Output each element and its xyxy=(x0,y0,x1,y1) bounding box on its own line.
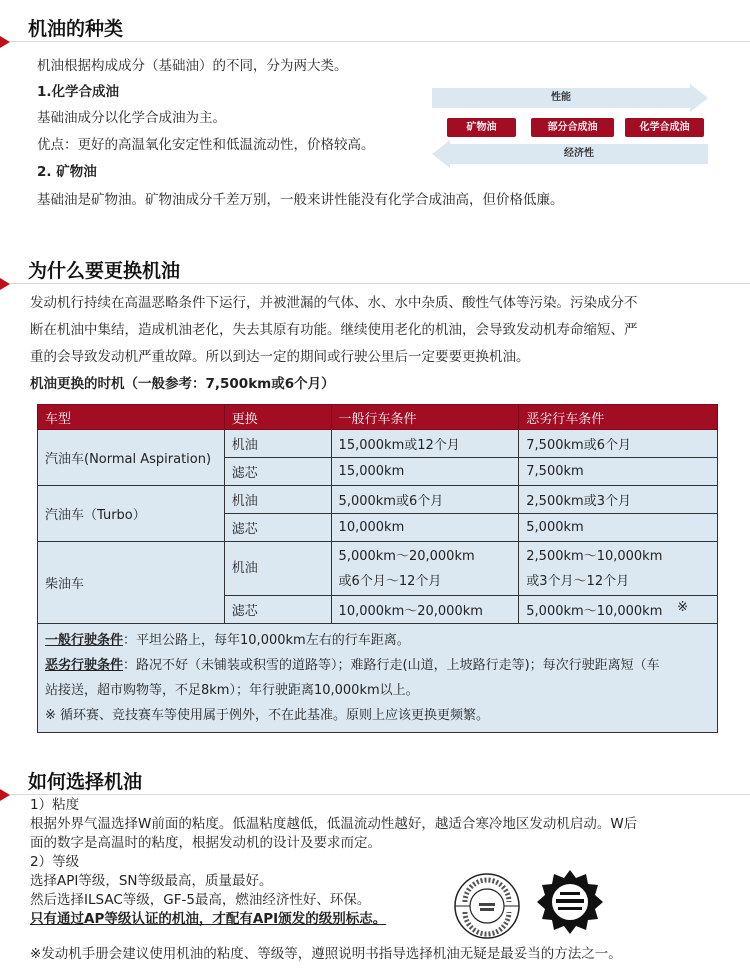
api-service-symbol-icon xyxy=(453,872,521,940)
table-notes-row xyxy=(38,624,718,733)
item-filter: 滤芯 xyxy=(224,458,331,486)
intro-text: 机油根据构成成分（基础油）的不同，分为两大类。 xyxy=(37,58,348,74)
cell-severe: 7,500km xyxy=(519,458,718,486)
oil-change-table xyxy=(37,404,718,733)
cell-line: 5,000km～20,000km xyxy=(338,548,475,564)
table-notes xyxy=(38,624,718,733)
subheading-mineral: 2. 矿物油 xyxy=(37,164,97,180)
change-timing-heading: 机油更换的时机（一般参考：7,500km或6个月） xyxy=(30,376,335,392)
why-para-line2: 断在机油中集结，造成机油老化，失去其原有功能。继续使用老化的机油，会导致发动机寿命缩短、严 xyxy=(30,322,638,338)
section-marker xyxy=(0,789,10,801)
note-mark: ※ xyxy=(677,600,688,615)
cell-severe xyxy=(519,542,718,596)
cell-normal: 10,000km xyxy=(331,514,519,542)
economy-arrow: 经济性 xyxy=(450,144,708,164)
pill-mineral: 矿物油 xyxy=(447,118,516,137)
note-severe-cont: 站接送，超市购物等，不足8km）；年行驶距离10,000km以上。 xyxy=(45,683,419,698)
item-filter: 滤芯 xyxy=(224,596,331,624)
grade-line1: 选择API等级，SN等级最高，质量最好。 xyxy=(30,873,273,889)
vehicle-gas-turbo: 汽油车（Turbo） xyxy=(38,486,225,542)
cell-severe: 5,000km xyxy=(519,514,718,542)
footnote: ※发动机手册会建议使用机油的粘度、等级等，遵照说明书指导选择机油无疑是最妥当的方法之一。 xyxy=(30,946,622,962)
note-severe xyxy=(45,653,710,678)
grade-line3: 只有通过AP等级认证的机油，才配有API颁发的级别标志。 xyxy=(30,911,387,927)
note-severe-label: 恶劣行驶条件 xyxy=(45,658,124,673)
section-marker xyxy=(0,278,10,290)
note-normal-label: 一般行驶条件 xyxy=(45,633,124,648)
note-severe-text: ：路况不好（未铺装或积雪的道路等）；难路行走(山道，上坡路行走等)；每次行驶距离短（车 xyxy=(123,658,660,673)
note-normal-text: ：平坦公路上，每年10,000km左右的行车距离。 xyxy=(123,633,410,648)
table-row xyxy=(38,430,718,458)
cell-severe xyxy=(519,596,718,624)
section-title: 为什么要更换机油 xyxy=(28,260,181,282)
api-certification-mark-icon xyxy=(535,868,605,940)
header-change: 更换 xyxy=(224,405,331,430)
cell-severe: 2,500km或3个月 xyxy=(519,486,718,514)
note-exception: ※ 循环赛、竞技赛车等使用属于例外，不在此基准。原则上应该更换更频繁。 xyxy=(45,708,490,723)
header-vehicle: 车型 xyxy=(38,405,225,430)
item-filter: 滤芯 xyxy=(224,514,331,542)
table-row xyxy=(38,486,718,514)
cell-line: 或3个月～12个月 xyxy=(526,573,630,589)
vehicle-gas-na: 汽油车(Normal Aspiration) xyxy=(38,430,225,486)
why-para-line1: 发动机行持续在高温恶略条件下运行，并被泄漏的气体、水、水中杂质、酸性气体等污染。污染成分不 xyxy=(30,295,638,311)
note-normal xyxy=(45,628,710,653)
synthetic-advantages: 优点：更好的高温氧化安定性和低温流动性，价格较高。 xyxy=(37,137,375,153)
table-row xyxy=(38,542,718,596)
item-oil: 机油 xyxy=(224,542,331,596)
viscosity-line1: 根据外界气温选择W前面的粘度。低温粘度越低，低温流动性越好，越适合寒冷地区发动机启动。W后 xyxy=(30,816,638,832)
pill-synthetic: 化学合成油 xyxy=(625,118,704,137)
cell-normal: 15,000km或12个月 xyxy=(331,430,519,458)
vehicle-diesel: 柴油车 xyxy=(38,542,225,624)
viscosity-heading: 1）粘度 xyxy=(30,797,80,813)
grade-line2: 然后选择ILSAC等级，GF-5最高，燃油经济性好、环保。 xyxy=(30,892,371,908)
section-title: 如何选择机油 xyxy=(28,771,143,793)
cell-normal: 10,000km～20,000km xyxy=(331,596,519,624)
why-para-line3: 重的会导致发动机严重故障。所以到达一定的期间或行驶公里后一定要要更换机油。 xyxy=(30,349,530,365)
cell-normal: 15,000km xyxy=(331,458,519,486)
grade-heading: 2）等级 xyxy=(30,854,80,870)
cell-line: 2,500km～10,000km xyxy=(526,548,663,564)
cell-value: 5,000km～10,000km xyxy=(526,604,663,619)
divider xyxy=(10,283,750,284)
cell-normal xyxy=(331,542,519,596)
section-title: 机油的种类 xyxy=(28,18,124,40)
viscosity-line2: 面的数字是高温时的粘度，根据发动机的设计及要求而定。 xyxy=(30,835,381,851)
cell-severe: 7,500km或6个月 xyxy=(519,430,718,458)
mineral-desc: 基础油是矿物油。矿物油成分千差万别，一般来讲性能没有化学合成油高，但价格低廉。 xyxy=(37,192,564,208)
cell-normal: 5,000km或6个月 xyxy=(331,486,519,514)
cell-line: 或6个月～12个月 xyxy=(338,573,442,589)
section-marker xyxy=(0,36,10,48)
oil-type-diagram xyxy=(432,88,708,166)
performance-arrow: 性能 xyxy=(432,88,690,108)
item-oil: 机油 xyxy=(224,486,331,514)
divider xyxy=(10,41,750,42)
synthetic-desc: 基础油成分以化学合成油为主。 xyxy=(37,110,226,126)
pill-semi-synthetic: 部分合成油 xyxy=(531,118,614,137)
table-header-row xyxy=(38,405,718,430)
subheading-synthetic: 1.化学合成油 xyxy=(37,84,120,100)
header-normal: 一般行车条件 xyxy=(331,405,519,430)
header-severe: 恶劣行车条件 xyxy=(519,405,718,430)
item-oil: 机油 xyxy=(224,430,331,458)
divider xyxy=(10,794,750,795)
